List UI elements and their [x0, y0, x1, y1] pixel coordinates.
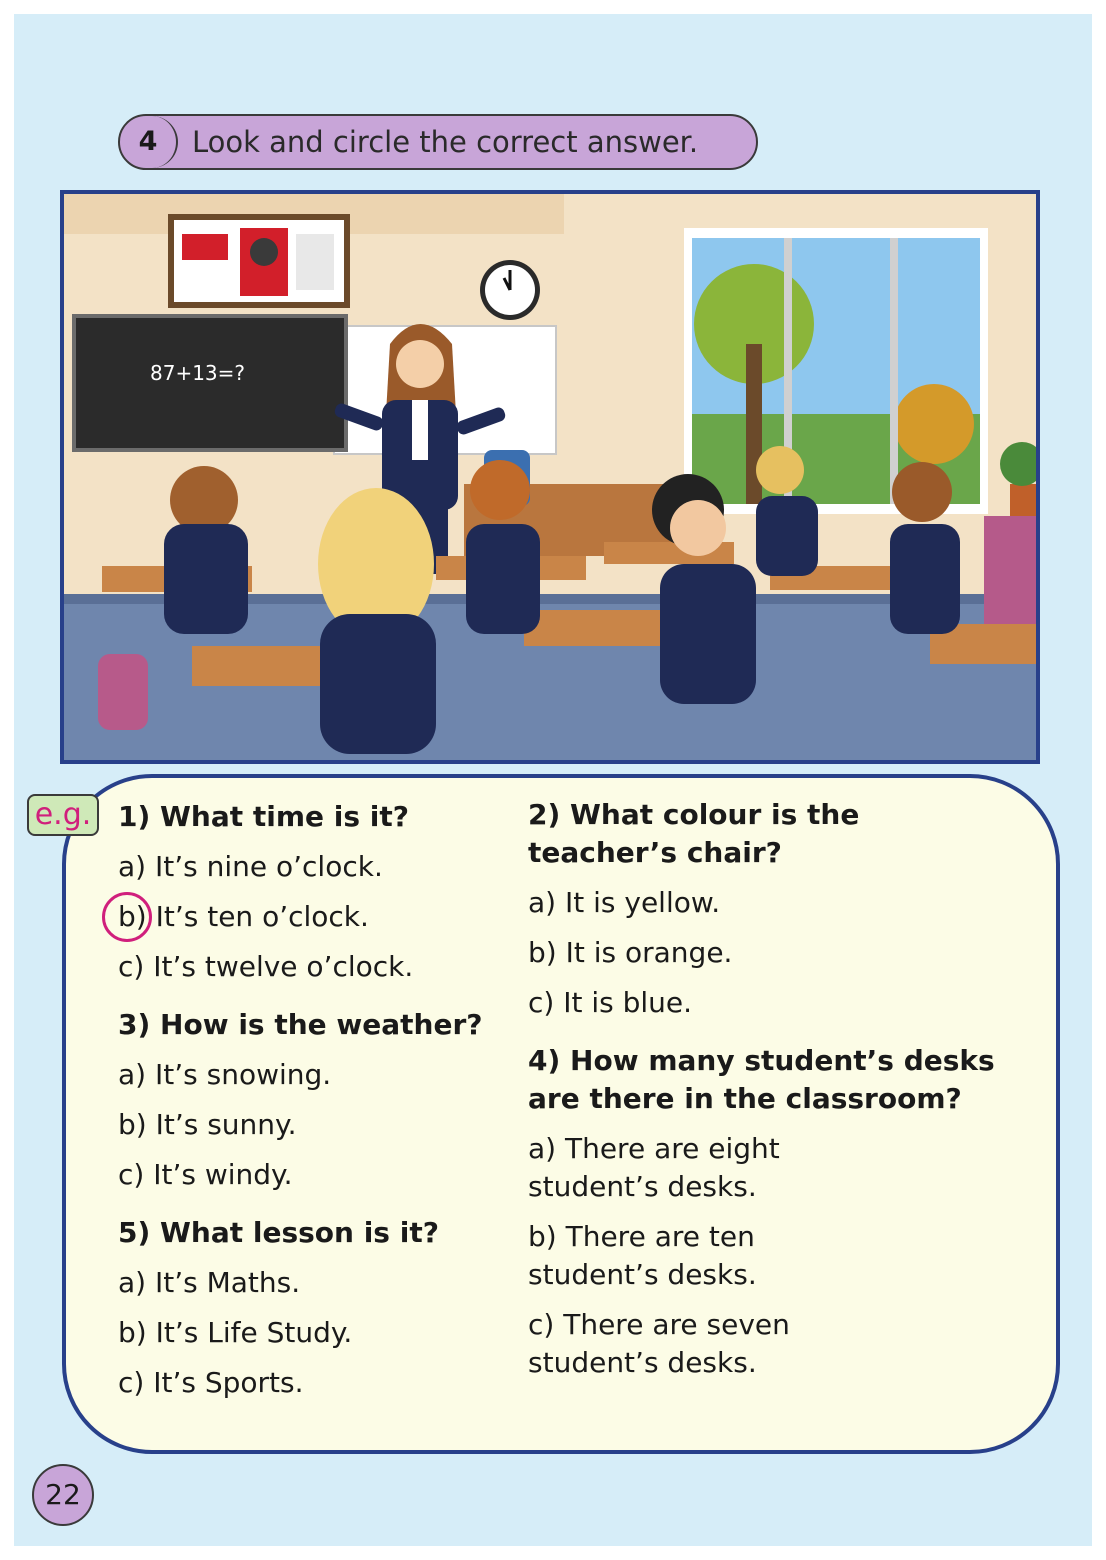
board-equation: 87+13=? [150, 361, 246, 385]
question-2-title-line-2: teacher’s chair? [528, 836, 782, 869]
questions-left-column [118, 798, 518, 1414]
question-1-option-b-text: b) It’s ten o’clock. [118, 900, 369, 933]
ataturk-poster [168, 214, 350, 308]
exercise-number: 4 [120, 116, 178, 168]
questions-right-column [528, 796, 1028, 1394]
question-1-option-c[interactable]: c) It’s twelve o’clock. [118, 950, 414, 983]
question-5-option-b[interactable]: b) It’s Life Study. [118, 1316, 353, 1349]
wall-clock [480, 260, 540, 320]
question-1-title: 1) What time is it? [118, 800, 410, 833]
page-number: 22 [32, 1464, 94, 1526]
question-4-option-a-line-2: student’s desks. [528, 1170, 757, 1203]
question-5-title: 5) What lesson is it? [118, 1216, 439, 1249]
question-2-option-a[interactable]: a) It is yellow. [528, 886, 721, 919]
question-4-option-a-line-1[interactable]: a) There are eight [528, 1132, 780, 1165]
question-4-option-b-line-2: student’s desks. [528, 1258, 757, 1291]
example-label: e.g. [27, 794, 99, 836]
workbook-page [14, 14, 1092, 1546]
question-3-option-a[interactable]: a) It’s snowing. [118, 1058, 332, 1091]
question-2-option-c[interactable]: c) It is blue. [528, 986, 693, 1019]
question-1-option-b[interactable] [118, 898, 369, 936]
question-3-option-c[interactable]: c) It’s windy. [118, 1158, 293, 1191]
answer-circle-mark [102, 892, 152, 942]
question-4-option-c-line-1[interactable]: c) There are seven [528, 1308, 790, 1341]
question-4-title-line-1: 4) How many student’s desks [528, 1044, 995, 1077]
blackboard [74, 316, 346, 450]
exercise-instruction [118, 114, 758, 170]
question-4-title-line-2: are there in the classroom? [528, 1082, 962, 1115]
classroom-illustration [60, 190, 1040, 764]
question-2-title-line-1: 2) What colour is the [528, 798, 860, 831]
question-2-option-b[interactable]: b) It is orange. [528, 936, 733, 969]
question-5-option-a[interactable]: a) It’s Maths. [118, 1266, 301, 1299]
question-4-option-b-line-1[interactable]: b) There are ten [528, 1220, 755, 1253]
question-1-option-a[interactable]: a) It’s nine o’clock. [118, 850, 383, 883]
question-3-title: 3) How is the weather? [118, 1008, 483, 1041]
question-4-option-c-line-2: student’s desks. [528, 1346, 757, 1379]
question-5-option-c[interactable]: c) It’s Sports. [118, 1366, 304, 1399]
instruction-text: Look and circle the correct answer. [192, 125, 699, 159]
question-3-option-b[interactable]: b) It’s sunny. [118, 1108, 297, 1141]
